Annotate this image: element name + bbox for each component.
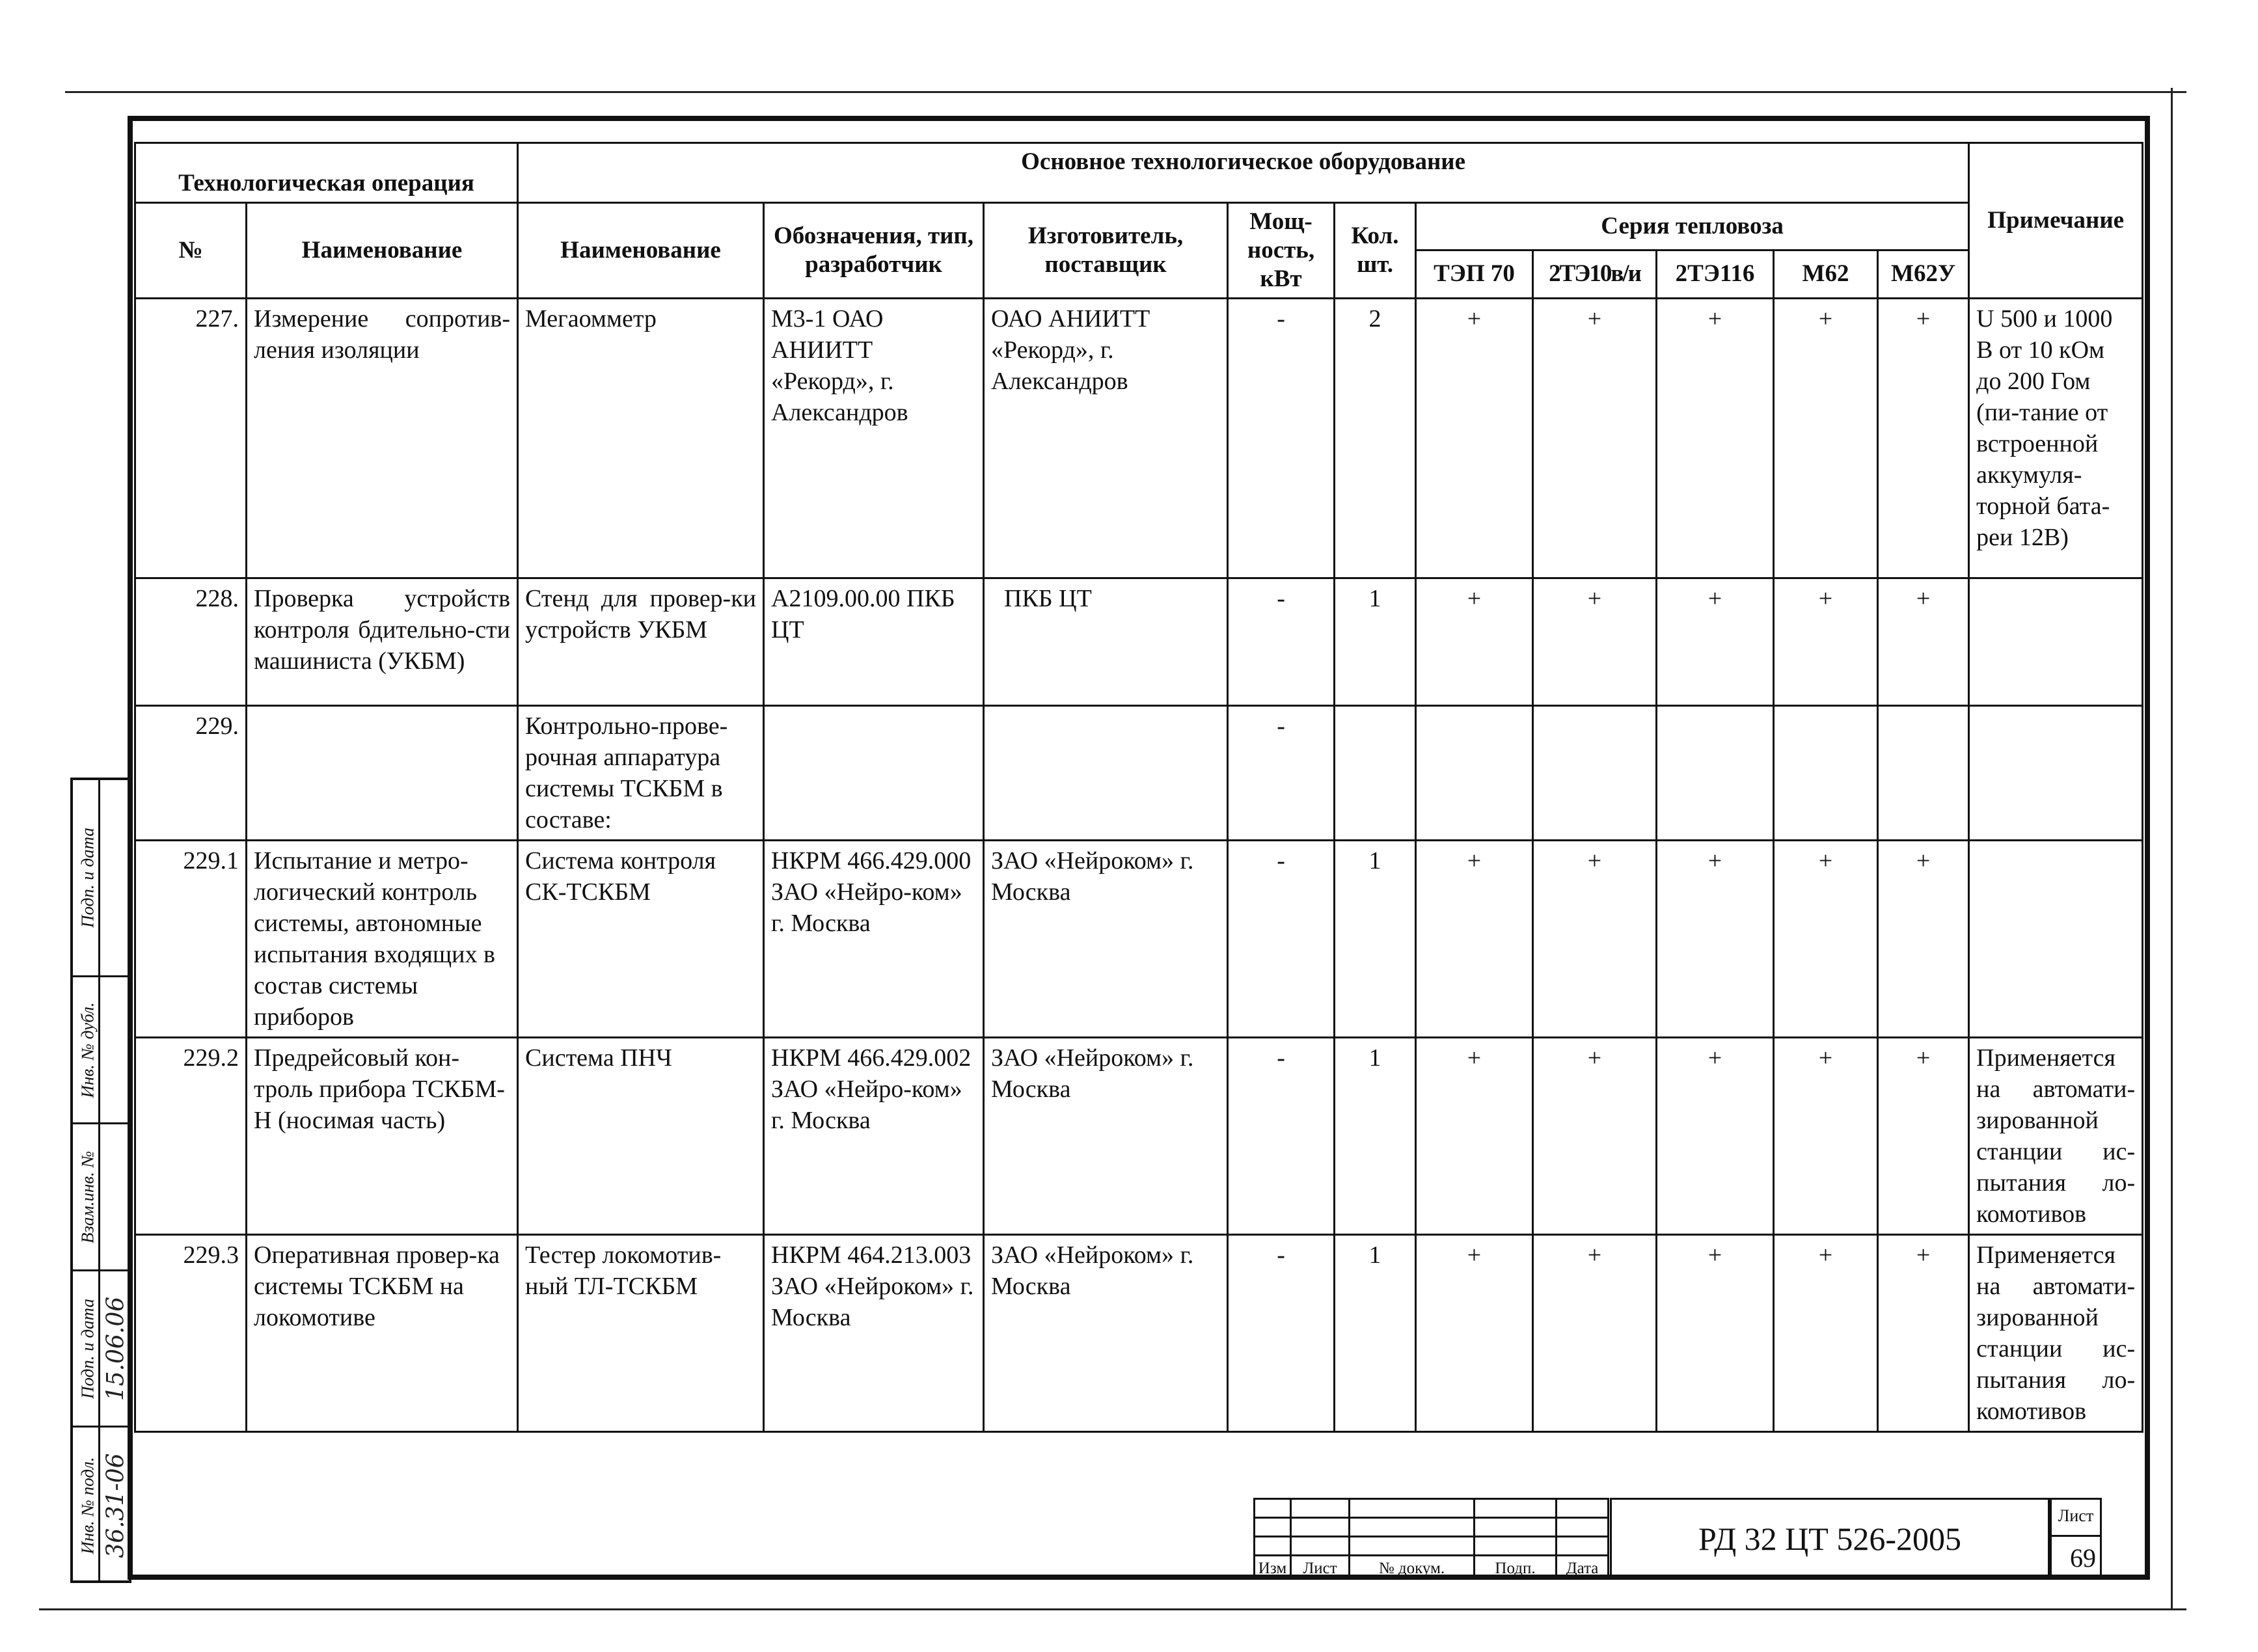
sheet-label: Лист	[2052, 1500, 2100, 1537]
row-operation: Оперативная провер-ка системы ТСКБМ на локомотиве	[247, 1235, 518, 1432]
row-series-2: +	[1657, 299, 1774, 578]
row-operation	[247, 706, 518, 841]
row-note	[1969, 578, 2143, 706]
row-series-1: +	[1533, 1038, 1657, 1235]
header-power: Мощ-ность, кВт	[1228, 203, 1335, 299]
row-series-3: +	[1774, 578, 1878, 706]
row-equipment: Тестер локомотив-ный ТЛ-ТСКБМ	[518, 1235, 764, 1432]
row-qty: 2	[1335, 299, 1416, 578]
table-row	[135, 1038, 2143, 1235]
table-row	[135, 578, 2143, 706]
row-num: 229.3	[135, 1235, 247, 1432]
side-label: Взам.инв. №	[77, 1150, 97, 1243]
side-cell-sign-date-1	[73, 780, 129, 975]
row-power: -	[1228, 299, 1335, 578]
header-eq-name: Наименование	[518, 203, 764, 299]
row-power: -	[1228, 578, 1335, 706]
row-series-3: +	[1774, 1038, 1878, 1235]
row-series-0: +	[1416, 1038, 1533, 1235]
row-designation: НКРМ 464.213.003 ЗАО «Нейроком» г. Москва	[764, 1235, 984, 1432]
row-series-1: +	[1533, 841, 1657, 1038]
header-tech-operation: Технологическая операция	[135, 143, 518, 203]
row-power: -	[1228, 1235, 1335, 1432]
sheet-box	[2050, 1498, 2102, 1580]
row-series-4: +	[1878, 1038, 1969, 1235]
side-label: Инв. № дубл.	[77, 1001, 97, 1098]
side-cell-orig-inv	[73, 1426, 129, 1583]
row-num: 227.	[135, 299, 247, 578]
row-operation: Измерение сопротив-ления изоляции	[247, 299, 518, 578]
row-note: Применяется на автомати-зированной станции ис-пытания ло-комотивов	[1969, 1235, 2143, 1432]
row-equipment: Стенд для провер-ки устройств УКБМ	[518, 578, 764, 706]
row-series-4: +	[1878, 578, 1969, 706]
row-qty: 1	[1335, 578, 1416, 706]
header-series-2: 2ТЭ116	[1657, 250, 1774, 298]
row-note	[1969, 706, 2143, 841]
row-series-0: +	[1416, 299, 1533, 578]
row-manufacturer: ЗАО «Нейроком» г. Москва	[984, 1235, 1228, 1432]
side-handwritten: 15.06.06	[102, 1296, 129, 1401]
row-series-3	[1774, 706, 1878, 841]
row-equipment: Контрольно-прове-рочная аппаратура системы ТСКБМ в составе:	[518, 706, 764, 841]
page-right-rule	[2171, 88, 2173, 1610]
row-series-0: +	[1416, 578, 1533, 706]
tb-col-change: Изм	[1255, 1556, 1291, 1579]
tb-col-sign: Подп.	[1475, 1556, 1557, 1579]
row-equipment: Система контроля СК-ТСКБМ	[518, 841, 764, 1038]
row-equipment: Мегаомметр	[518, 299, 764, 578]
row-series-2: +	[1657, 1235, 1774, 1432]
row-power: -	[1228, 706, 1335, 841]
row-note: Применяется на автомати-зированной станции ис-пытания ло-комотивов	[1969, 1038, 2143, 1235]
table-row	[135, 299, 2143, 578]
row-power: -	[1228, 1038, 1335, 1235]
row-series-1: +	[1533, 1235, 1657, 1432]
header-num: №	[135, 203, 247, 299]
row-series-0: +	[1416, 841, 1533, 1038]
row-series-4	[1878, 706, 1969, 841]
header-main-equipment: Основное технологическое оборудование	[518, 143, 1969, 203]
side-stamp	[70, 778, 131, 1583]
row-qty: 1	[1335, 1235, 1416, 1432]
row-series-3: +	[1774, 1235, 1878, 1432]
page-bottom-rule	[39, 1608, 2186, 1610]
row-qty: 1	[1335, 1038, 1416, 1235]
table-row	[135, 1235, 2143, 1432]
row-designation: НКРМ 466.429.000 ЗАО «Нейро-ком» г. Москва	[764, 841, 984, 1038]
row-series-4: +	[1878, 299, 1969, 578]
table-row	[135, 706, 2143, 841]
header-series-3: М62	[1774, 250, 1878, 298]
table-row	[135, 841, 2143, 1038]
row-operation: Испытание и метро-логический контроль системы, автономные испытания входящих в состав системы приборов	[247, 841, 518, 1038]
row-designation: НКРМ 466.429.002 ЗАО «Нейро-ком» г. Москва	[764, 1038, 984, 1235]
row-series-3: +	[1774, 299, 1878, 578]
header-series-4: М62У	[1878, 250, 1969, 298]
header-series-1: 2ТЭ10в/и	[1533, 250, 1657, 298]
doc-code: РД 32 ЦТ 526-2005	[1610, 1498, 2050, 1580]
row-num: 229.2	[135, 1038, 247, 1235]
row-manufacturer: ЗАО «Нейроком» г. Москва	[984, 1038, 1228, 1235]
row-num: 229.1	[135, 841, 247, 1038]
title-block	[1253, 1498, 2151, 1580]
row-series-4: +	[1878, 841, 1969, 1038]
row-series-0	[1416, 706, 1533, 841]
side-label: Подп. и дата	[77, 1298, 97, 1399]
side-cell-replace-inv	[73, 1122, 129, 1269]
revision-grid	[1253, 1498, 1609, 1580]
row-equipment: Система ПНЧ	[518, 1038, 764, 1235]
side-cell-dup-inv	[73, 975, 129, 1122]
sheet-number: 69	[2070, 1543, 2096, 1573]
side-cell-sign-date-2	[73, 1269, 129, 1426]
row-qty: 1	[1335, 841, 1416, 1038]
row-manufacturer: ОАО АНИИТТ «Рекорд», г. Александров	[984, 299, 1228, 578]
header-note: Примечание	[1969, 143, 2143, 299]
row-series-2: +	[1657, 1038, 1774, 1235]
header-qty: Кол. шт.	[1335, 203, 1416, 299]
row-num: 228.	[135, 578, 247, 706]
equipment-table	[134, 142, 2143, 1433]
row-designation: М3-1 ОАО АНИИТТ «Рекорд», г. Александров	[764, 299, 984, 578]
row-operation: Предрейсовый кон-троль прибора ТСКБМ-Н (носимая часть)	[247, 1038, 518, 1235]
row-series-1: +	[1533, 578, 1657, 706]
row-series-2: +	[1657, 841, 1774, 1038]
header-op-name: Наименование	[247, 203, 518, 299]
row-note	[1969, 841, 2143, 1038]
row-series-4: +	[1878, 1235, 1969, 1432]
page-top-rule	[65, 91, 2186, 93]
row-series-2	[1657, 706, 1774, 841]
side-handwritten: 36.31-06	[102, 1452, 129, 1558]
row-power: -	[1228, 841, 1335, 1038]
row-designation	[764, 706, 984, 841]
row-note: U 500 и 1000 В от 10 кОм до 200 Гом (пи-тание от встроенной аккумуля-торной бата-реи 12В)	[1969, 299, 2143, 578]
tb-col-sheet: Лист	[1291, 1556, 1350, 1579]
row-operation: Проверка устройств контроля бдительно-сти машиниста (УКБМ)	[247, 578, 518, 706]
side-label: Подп. и дата	[77, 827, 97, 928]
row-series-0: +	[1416, 1235, 1533, 1432]
row-series-1: +	[1533, 299, 1657, 578]
row-num: 229.	[135, 706, 247, 841]
header-series-0: ТЭП 70	[1416, 250, 1533, 298]
header-designation: Обозначения, тип, разработчик	[764, 203, 984, 299]
row-manufacturer	[984, 706, 1228, 841]
row-series-3: +	[1774, 841, 1878, 1038]
row-manufacturer: ЗАО «Нейроком» г. Москва	[984, 841, 1228, 1038]
header-manufacturer: Изготовитель, поставщик	[984, 203, 1228, 299]
tb-col-date: Дата	[1557, 1556, 1609, 1579]
row-qty	[1335, 706, 1416, 841]
row-series-1	[1533, 706, 1657, 841]
row-manufacturer: ПКБ ЦТ	[984, 578, 1228, 706]
row-designation: А2109.00.00 ПКБ ЦТ	[764, 578, 984, 706]
side-label: Инв. № подл.	[77, 1456, 97, 1554]
header-series: Серия тепловоза	[1416, 203, 1969, 251]
tb-col-docnum: № докум.	[1350, 1556, 1475, 1579]
row-series-2: +	[1657, 578, 1774, 706]
